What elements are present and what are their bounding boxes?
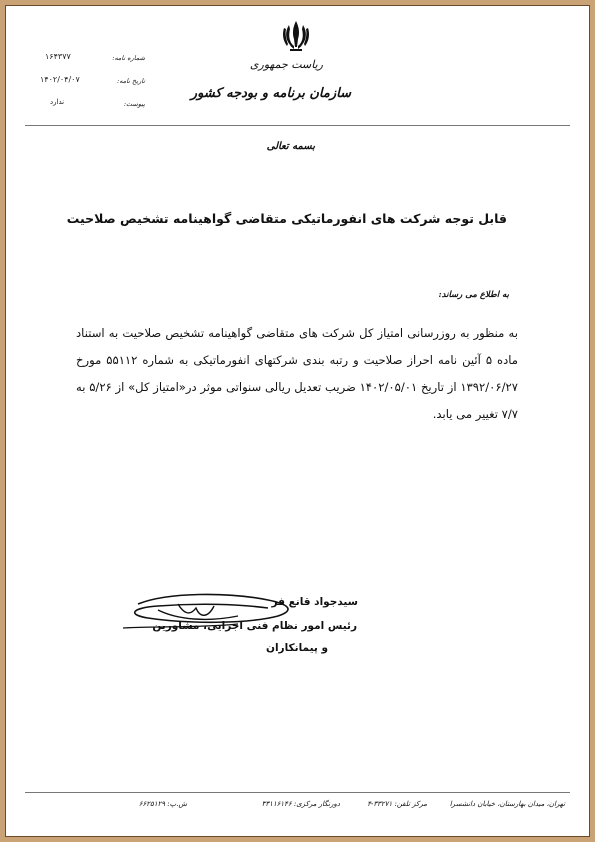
header-divider <box>25 125 570 126</box>
footer-fax: دورنگار مرکزی: ۳۳۱۱۶۱۴۶ <box>261 800 340 808</box>
letter-addressee: قابل توجه شرکت های انفورماتیکی متقاضی گواهینامه تشخیص صلاحیت <box>66 211 507 226</box>
letter-body-paragraph: به منظور به روزرسانی امتیاز کل شرکت های متقاضی گواهینامه تشخیص صلاحیت به استناد ماده ۵ آئین نامه احراز صلاحیت و رتبه بندی شرکتهای انفورماتیکی به شماره ۵۵۱۱۲ مورخ ۱۳۹۲/۰۶/۲۷ از تاریخ ۱۴۰۲/۰۵/۰۱ ضریب تعدیل ریالی سنواتی موثر در«امتیاز کل» از ۵/۲۶ به ۷/۷ تغییر می یابد. <box>76 326 519 421</box>
basmala: بسمه تعالی <box>266 141 315 152</box>
attachment-value: ندارد <box>50 98 65 106</box>
org-line-budget-organization: سازمان برنامه و بودجه کشور <box>190 86 351 101</box>
letter-number-value: ۱۶۴۳۷۷ <box>45 52 71 61</box>
attachment-label: پیوست: <box>123 100 145 108</box>
letter-number-label: شماره نامه: <box>112 54 145 62</box>
notice-heading: به اطلاع می رساند: <box>438 290 509 300</box>
org-line-presidency: ریاست جمهوری <box>249 58 323 71</box>
signatory-title-line2: و پیمانکاران <box>266 642 328 654</box>
footer-postcode: ش.پ: ۶۶۲۵۱۲۹ <box>138 800 187 808</box>
footer-divider <box>25 792 570 793</box>
letter-date-value: ۱۴۰۲/۰۴/۰۷ <box>40 75 80 84</box>
iran-emblem-icon <box>280 19 312 53</box>
signatory-name: سیدجواد قانع فر <box>271 596 358 608</box>
letter-body <box>76 320 518 428</box>
footer-phone: مرکز تلفن: ۳۳۲۷۱-۴ <box>367 800 427 808</box>
signatory-title-line1: رئیس امور نظام فنی اجرایی، مشاورین <box>152 620 357 632</box>
letter-date-label: تاریخ نامه: <box>117 77 145 85</box>
footer-address: تهران، میدان بهارستان، خیابان دانشسرا <box>449 800 565 808</box>
